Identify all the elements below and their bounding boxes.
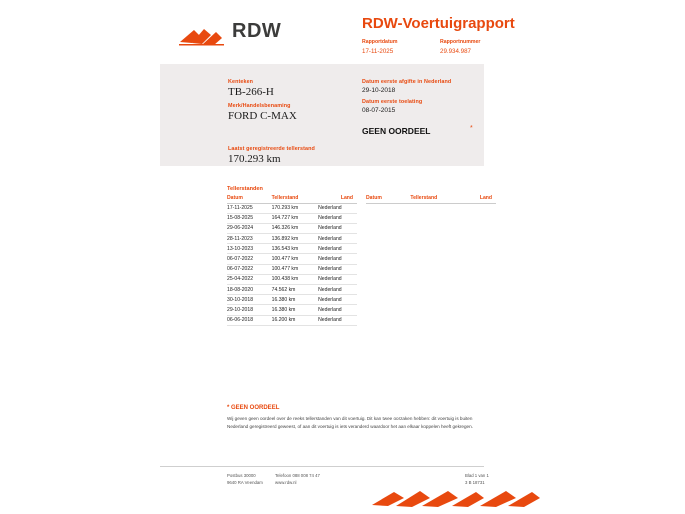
table-header-row <box>366 195 496 203</box>
table-row <box>227 264 357 274</box>
odometer-table-right <box>366 195 496 204</box>
footer-address-line1: Postbus 30000 <box>227 473 256 478</box>
document-title: RDW-Voertuigrapport <box>362 15 515 32</box>
table-row <box>227 234 357 244</box>
cell-datum: 18-08-2020 <box>227 285 272 295</box>
verdict-text: GEEN OORDEEL <box>362 126 431 136</box>
footnote-title-text: GEEN OORDEEL <box>231 405 280 411</box>
footer-contact <box>275 472 320 486</box>
cell-datum: 17-11-2025 <box>227 203 272 213</box>
footer-phone: Telefoon 088 008 74 47 <box>275 473 320 478</box>
last-odometer-value: 170.293 km <box>228 153 281 165</box>
cell-datum: 13-10-2023 <box>227 244 272 254</box>
cell-tellerstand: 146.326 km <box>272 223 319 233</box>
table-row <box>227 285 357 295</box>
footer-page-number: Blad 1 van 1 <box>465 473 489 478</box>
col-land: Land <box>457 195 496 203</box>
report-number-label: Rapportnummer <box>440 39 481 45</box>
footer-divider <box>160 466 484 467</box>
cell-tellerstand: 74.562 km <box>272 285 319 295</box>
cell-datum: 06-07-2022 <box>227 264 272 274</box>
footer-doc-code: 3 B 18731 <box>465 480 485 485</box>
cell-tellerstand: 136.543 km <box>272 244 319 254</box>
cell-datum: 15-08-2025 <box>227 213 272 223</box>
table-row <box>227 315 357 325</box>
kenteken-label: Kenteken <box>228 79 254 85</box>
cell-land: Nederland <box>318 264 357 274</box>
col-datum: Datum <box>227 195 272 203</box>
table-row <box>227 295 357 305</box>
cell-tellerstand: 100.438 km <box>272 274 319 284</box>
footer-address-line2: 9640 RA Veendam <box>227 480 263 485</box>
rdw-logo-text: RDW <box>232 20 282 42</box>
report-meta <box>362 38 562 57</box>
cell-land: Nederland <box>318 234 357 244</box>
first-admission-label: Datum eerste toelating <box>362 99 423 105</box>
kenteken-value: TB-266-H <box>228 86 274 98</box>
footer-address <box>227 472 263 486</box>
cell-tellerstand: 100.477 km <box>272 264 319 274</box>
cell-land: Nederland <box>318 295 357 305</box>
cell-tellerstand: 100.477 km <box>272 254 319 264</box>
rdw-logo <box>160 12 340 48</box>
merk-label: Merk/Handelsbenaming <box>228 103 291 109</box>
cell-tellerstand: 16.380 km <box>272 305 319 315</box>
vehicle-summary-block <box>160 64 484 166</box>
footer-website[interactable]: www.rdw.nl <box>275 480 297 485</box>
col-tellerstand: Tellerstand <box>272 195 319 203</box>
footnote-body: Wij geven geen oordeel over de reeks tellerstanden van dit voertuig. Dit kan twee oorzaken hebben: dit voertuig is buiten Nederland geregistreerd geweest, of aan dit voertuig is iets veranderd waardoor het aan elkaar koppelen heeft gekregen. <box>227 416 473 429</box>
cell-tellerstand: 136.892 km <box>272 234 319 244</box>
first-registration-nl-label: Datum eerste afgifte in Nederland <box>362 79 452 85</box>
report-date-label: Rapportdatum <box>362 39 398 45</box>
cell-tellerstand: 164.727 km <box>272 213 319 223</box>
rdw-flame-icon <box>178 26 226 46</box>
cell-datum: 30-10-2018 <box>227 295 272 305</box>
footnote-marker: * <box>227 405 230 411</box>
last-odometer-label: Laatst geregistreerde tellerstand <box>228 146 315 152</box>
cell-land: Nederland <box>318 285 357 295</box>
table-row <box>227 223 357 233</box>
table-row <box>227 305 357 315</box>
table-row <box>227 203 357 213</box>
cell-land: Nederland <box>318 223 357 233</box>
odometer-table-title: Tellerstanden <box>227 186 263 192</box>
cell-land: Nederland <box>318 254 357 264</box>
cell-land: Nederland <box>318 244 357 254</box>
odometer-table-left <box>227 195 357 326</box>
report-number-value: 29.934.987 <box>440 48 471 55</box>
report-date-value: 17-11-2025 <box>362 48 394 55</box>
cell-tellerstand: 16.200 km <box>272 315 319 325</box>
verdict-footnote-marker: * <box>470 125 473 132</box>
cell-datum: 28-11-2023 <box>227 234 272 244</box>
table-row <box>227 274 357 284</box>
cell-land: Nederland <box>318 305 357 315</box>
first-admission-value: 08-07-2015 <box>362 107 396 114</box>
cell-datum: 06-06-2018 <box>227 315 272 325</box>
cell-datum: 29-10-2018 <box>227 305 272 315</box>
cell-datum: 25-04-2022 <box>227 274 272 284</box>
cell-land: Nederland <box>318 274 357 284</box>
cell-land: Nederland <box>318 203 357 213</box>
cell-land: Nederland <box>318 315 357 325</box>
cell-datum: 29-06-2024 <box>227 223 272 233</box>
table-row <box>227 254 357 264</box>
footnote-title <box>227 405 279 411</box>
footer-page-info <box>465 472 489 486</box>
table-header-row <box>227 195 357 203</box>
table-row <box>227 244 357 254</box>
cell-tellerstand: 170.293 km <box>272 203 319 213</box>
cell-datum: 06-07-2022 <box>227 254 272 264</box>
first-registration-nl-value: 29-10-2018 <box>362 87 396 94</box>
col-datum: Datum <box>366 195 410 203</box>
cell-land: Nederland <box>318 213 357 223</box>
cell-tellerstand: 16.380 km <box>272 295 319 305</box>
footer-flame-icon <box>372 490 540 508</box>
col-tellerstand: Tellerstand <box>410 195 457 203</box>
table-row <box>227 213 357 223</box>
col-land: Land <box>318 195 357 203</box>
merk-value: FORD C-MAX <box>228 110 297 122</box>
